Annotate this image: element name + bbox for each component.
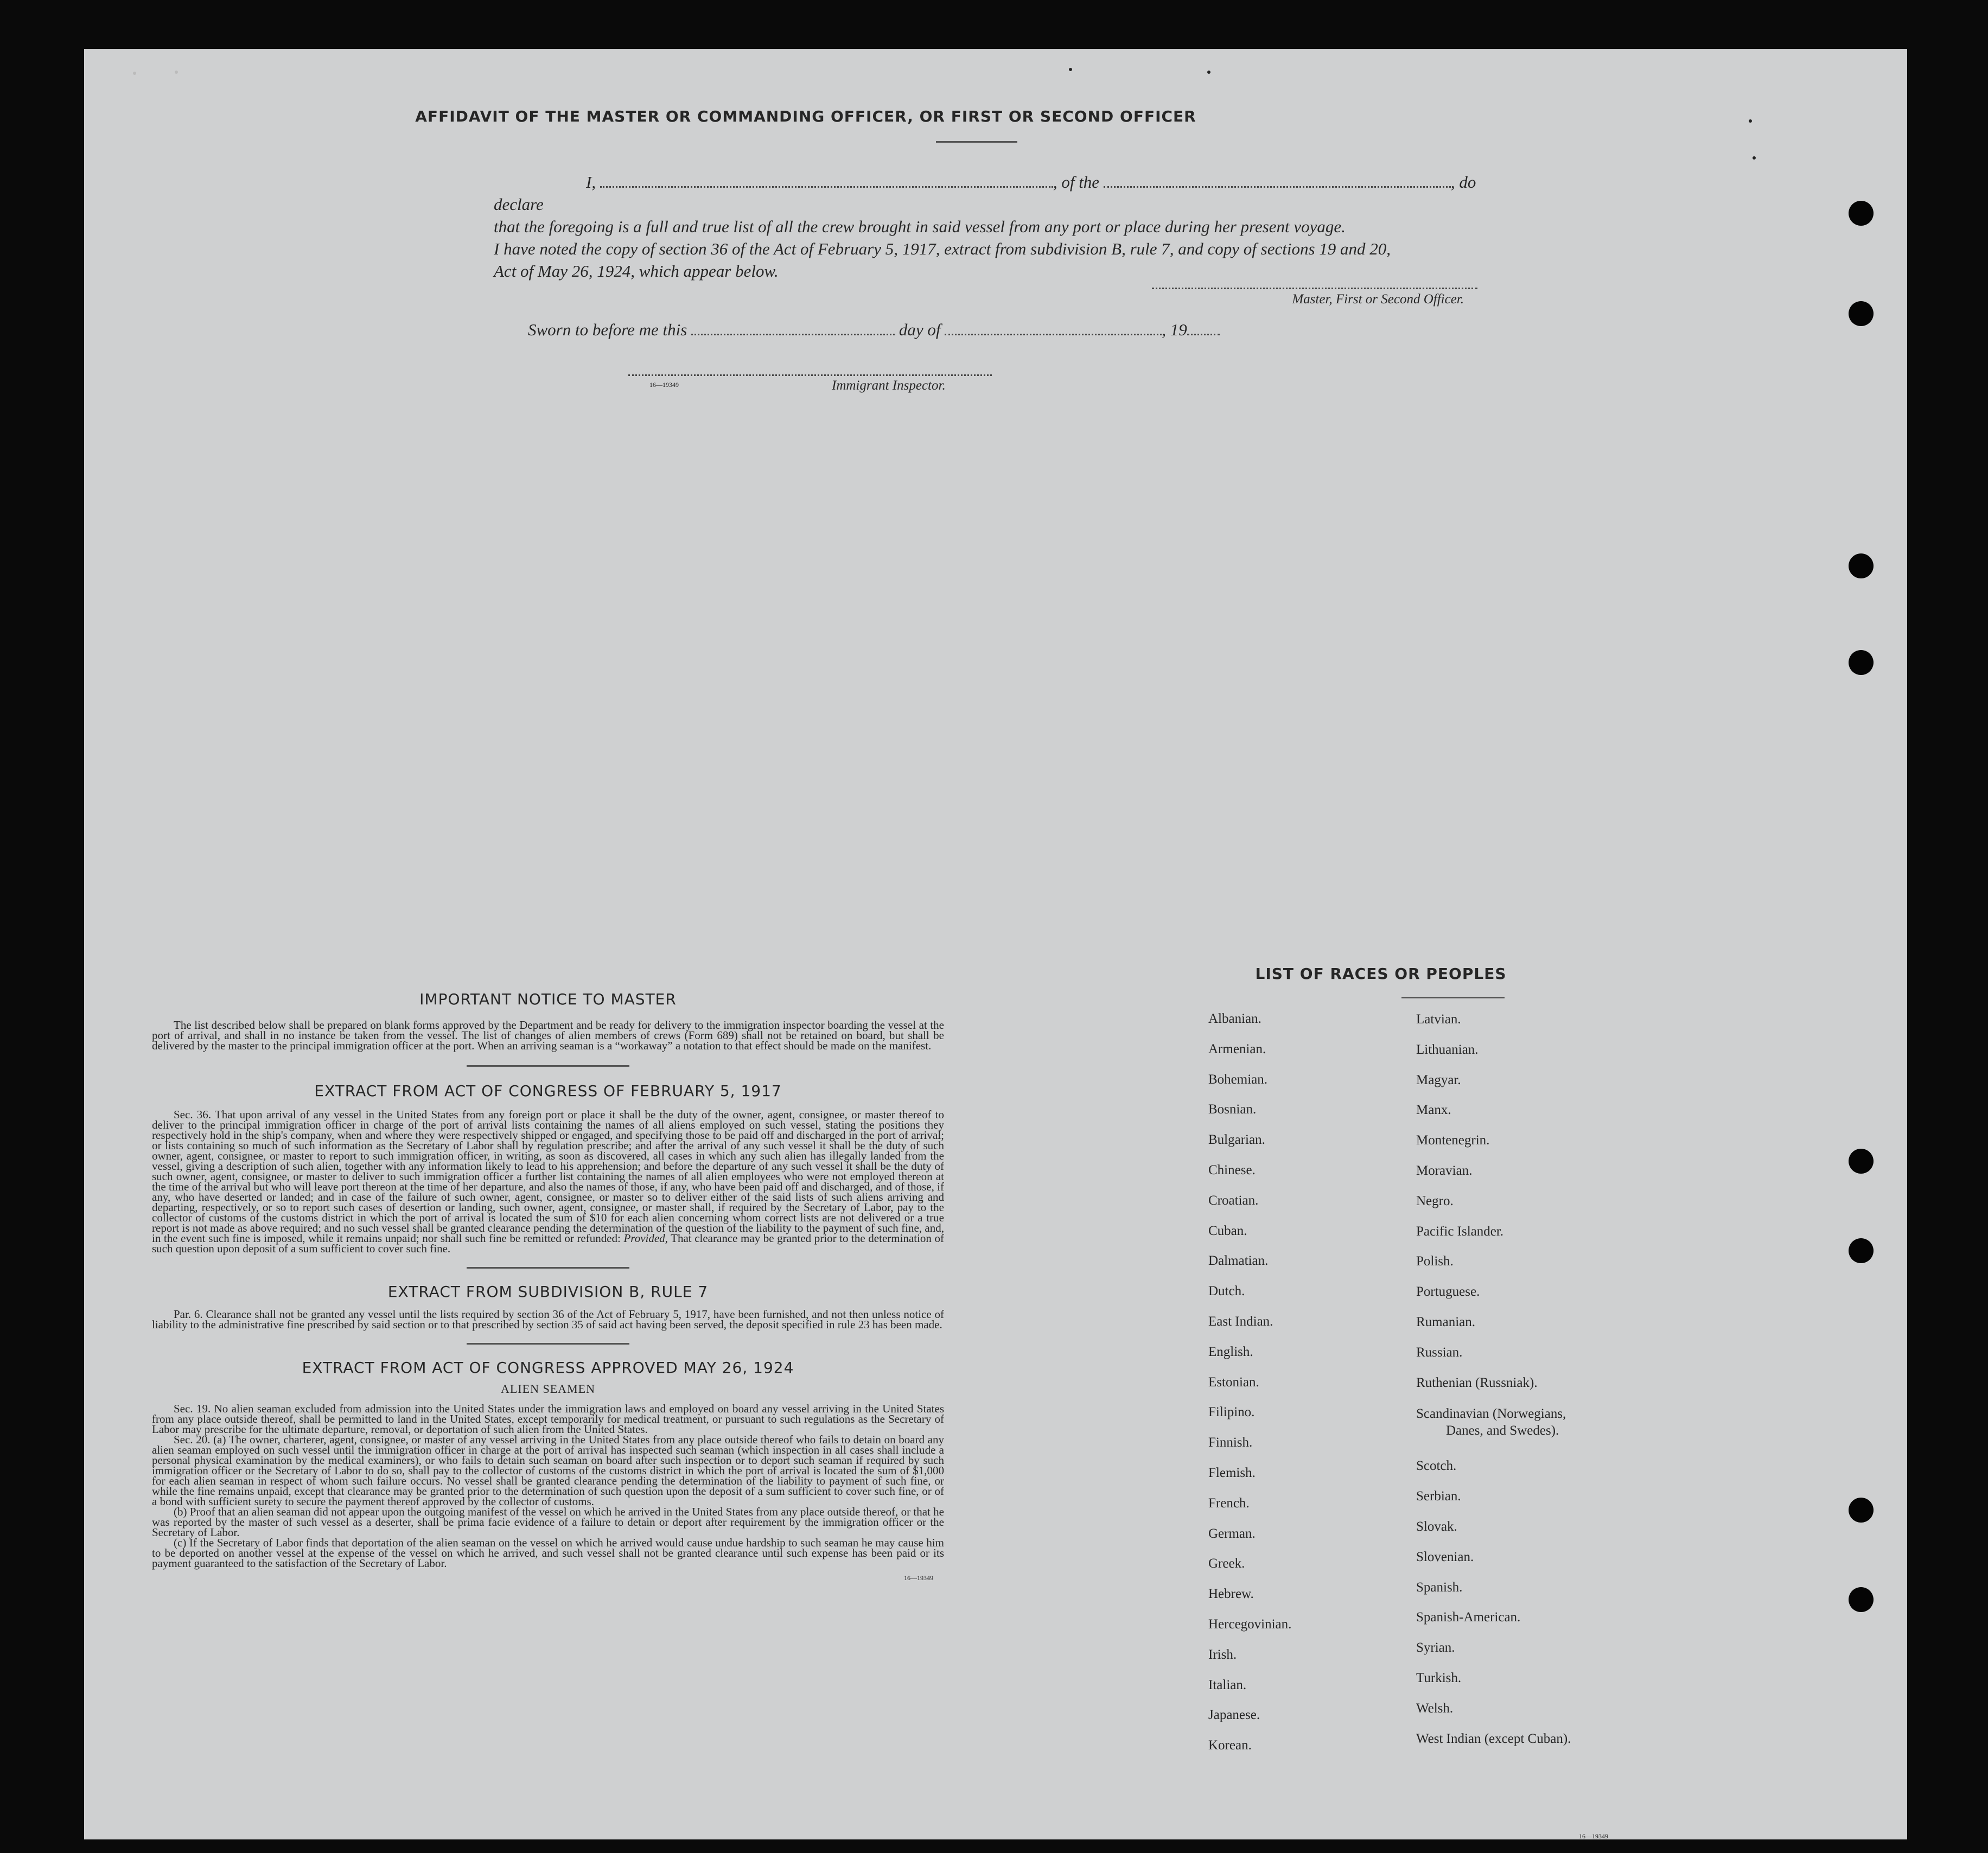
affidavit-line-2: that the foregoing is a full and true list of all the crew brought in said vessel from any port or place during her present voyage. <box>494 217 1346 236</box>
races-title: LIST OF RACES OR PEOPLES <box>1255 965 1507 983</box>
race-item: Magyar. <box>1416 1072 1461 1087</box>
scan-speck <box>1207 71 1210 74</box>
race-item: German. <box>1208 1526 1256 1541</box>
scan-speck <box>1749 119 1752 123</box>
race-item: West Indian (except Cuban). <box>1416 1731 1571 1746</box>
day-of-label: day of <box>899 320 941 339</box>
binder-hole <box>1849 650 1874 675</box>
extract-1924-title: EXTRACT FROM ACT OF CONGRESS APPROVED MAY 26, 1924 <box>302 1359 794 1377</box>
scan-speck <box>133 72 136 75</box>
races-right-top <box>1416 1004 1571 1398</box>
race-item: Albanian. <box>1208 1011 1261 1026</box>
title-divider <box>936 141 1017 143</box>
notices-column <box>152 990 944 1582</box>
affidavit-form-number: 16—19349 <box>649 381 679 389</box>
race-item: Filipino. <box>1208 1405 1255 1420</box>
race-item: Bosnian. <box>1208 1102 1257 1117</box>
extract-1917-title: EXTRACT FROM ACT OF CONGRESS OF FEBRUARY 5, 1917 <box>314 1082 782 1100</box>
race-item: Latvian. <box>1416 1012 1461 1027</box>
race-item: Korean. <box>1208 1738 1252 1753</box>
race-item: Cuban. <box>1208 1223 1247 1238</box>
race-item: Slovenian. <box>1416 1549 1474 1564</box>
race-item: Finnish. <box>1208 1435 1253 1450</box>
divider <box>467 1065 629 1067</box>
race-item: Syrian. <box>1416 1640 1455 1655</box>
race-item: Polish. <box>1416 1254 1454 1269</box>
race-item: Welsh. <box>1416 1701 1454 1716</box>
races-right-bottom <box>1416 1451 1571 1754</box>
race-item: Spanish. <box>1416 1580 1463 1595</box>
scan-speck <box>175 71 178 74</box>
section-20a-body: (a) The owner, charterer, agent, consignee, or master of any vessel arriving in the United States from any place outside thereof who fails to detain on board any alien seaman employed on such vessel until the immigration officer in charge at the port of arrival has inspected such seaman (which inspection in all cases shall include a personal physical examination by the medical examiners), or who fails to detain such seaman on board after such inspection or to deport such seaman if required by such immigration officer or the Secretary of Labor to do so, shall pay to the collector of customs of the customs district in which the port of arrival is located the sum of $1,000 for each alien seaman in respect of whom such failure occurs. No vessel shall be granted clearance pending the determination of the liability to payment of such fine, or while the fine remains unpaid, except that clearance may be granted prior to the determination of such question upon the deposit of a sum sufficient to cover such fine, or of a bond with sufficient surety to secure the payment thereof approved by the collector of customs. <box>152 1433 945 1508</box>
section-20-label: Sec. 20. <box>174 1433 211 1446</box>
race-item: Chinese. <box>1208 1162 1256 1177</box>
vessel-name-field[interactable] <box>1104 186 1451 188</box>
signature-line[interactable] <box>1152 288 1477 289</box>
declarant-name-field[interactable] <box>600 186 1053 188</box>
race-item: Spanish-American. <box>1416 1610 1521 1625</box>
race-item: Bulgarian. <box>1208 1132 1265 1148</box>
race-item: Armenian. <box>1208 1041 1266 1056</box>
race-item: Japanese. <box>1208 1708 1260 1723</box>
notice-text: The list described below shall be prepared on blank forms approved by the Department and be ready for delivery to the immigration inspector boarding the vessel at the port of arrival, and shall in no instance be taken from the vessel. The list of changes of alien members of crews (Form 689) shall not be retained on board, but shall be delivered by the master to the principal immigration officer at the port. When an arriving seaman is a “workaway” a notation to that effect should be made on the manifest. <box>152 1018 944 1052</box>
section-36-text <box>152 1110 944 1254</box>
provided-text: That clearance may be granted prior to the determination of such question upon deposit of a sum sufficient to cover such fine. <box>152 1232 945 1255</box>
binder-hole <box>1849 1498 1874 1523</box>
race-item: Montenegrin. <box>1416 1133 1490 1148</box>
binder-hole <box>1849 1238 1874 1263</box>
rule-7-text: Par. 6. Clearance shall not be granted any vessel until the lists required by section 36 of the Act of February 5, 1917, have been furnished, and not then unless notice of liability to the administrative fine prescribed by said section or to that prescribed by section 35 of said act having been served, the deposit specified in rule 23 has been made. <box>152 1308 944 1331</box>
section-20a-text <box>152 1435 944 1507</box>
section-20b-text: (b) Proof that an alien seaman did not appear upon the outgoing manifest of the vessel on which he arrived in the United States from any place outside thereof, or that he was reported by the master of such vessel as a deserter, shall be prima facie evidence of a failure to detain or deport after requirement by the immigration officer or the Secretary of Labor. <box>152 1505 944 1539</box>
races-divider <box>1401 997 1505 998</box>
section-19-body: No alien seaman excluded from admission into the United States under the immigration laws and employed on board any vessel arriving in the United States from any place outside thereof, shall be permitted to land in the United States, except temporarily for medical treatment, or pursuant to such regulations as the Secretary of Labor may prescribe for the ultimate departure, removal, or deportation of such alien from the United States. <box>152 1402 944 1436</box>
scan-speck <box>1753 156 1756 160</box>
section-20c-text: (c) If the Secretary of Labor finds that deportation of the alien seaman on the vessel on which he arrived would cause undue hardship to such seaman he may cause him to be deported on another vessel at the expense of the vessel on which he arrived, and such vessel shall not be granted clearance until such expense has been paid or its payment guaranteed to the satisfaction of the Secretary of Labor. <box>152 1536 944 1570</box>
section-19-label: Sec. 19. <box>174 1402 211 1415</box>
affidavit-title: AFFIDAVIT OF THE MASTER OR COMMANDING OFFICER, OR FIRST OR SECOND OFFICER <box>415 107 1196 125</box>
race-item: Serbian. <box>1416 1489 1461 1504</box>
notice-title: IMPORTANT NOTICE TO MASTER <box>419 990 677 1008</box>
affidavit-body <box>494 171 1503 282</box>
sworn-day-field[interactable] <box>691 334 895 335</box>
race-item: Croatian. <box>1208 1193 1259 1208</box>
race-item: Italian. <box>1208 1677 1247 1692</box>
race-item: Ruthenian (Russniak). <box>1416 1375 1538 1390</box>
race-item: Scotch. <box>1416 1459 1457 1474</box>
races-left-column <box>1208 1004 1291 1761</box>
of-the-label: , of the <box>1053 173 1100 192</box>
race-item: Turkish. <box>1416 1670 1462 1685</box>
race-item: Estonian. <box>1208 1374 1259 1390</box>
scandinavian-line-1: Scandinavian (Norwegians, <box>1416 1406 1566 1422</box>
sworn-year-field[interactable] <box>1187 334 1220 335</box>
year-label: , 19 <box>1162 320 1187 339</box>
race-item: East Indian. <box>1208 1314 1273 1329</box>
race-item: Dutch. <box>1208 1284 1245 1299</box>
race-item: Irish. <box>1208 1647 1237 1662</box>
do-declare-label: , do declare <box>494 173 1476 214</box>
races-right-column <box>1416 1004 1571 1754</box>
race-item: Russian. <box>1416 1345 1463 1360</box>
section-19-text <box>152 1404 944 1435</box>
race-item: Lithuanian. <box>1416 1042 1479 1057</box>
binder-hole <box>1849 1149 1874 1174</box>
binder-hole <box>1849 301 1874 326</box>
race-item: French. <box>1208 1495 1250 1511</box>
affidavit-line-4: Act of May 26, 1924, which appear below. <box>494 262 779 281</box>
binder-hole <box>1849 1587 1874 1612</box>
extract-form-number: 16—19349 <box>904 1574 933 1582</box>
race-scandinavian <box>1416 1398 1571 1451</box>
race-item: Negro. <box>1416 1193 1454 1208</box>
race-item: Manx. <box>1416 1103 1451 1118</box>
race-item: Rumanian. <box>1416 1314 1476 1329</box>
race-item: Portuguese. <box>1416 1284 1480 1300</box>
alien-seamen-subtitle: ALIEN SEAMEN <box>501 1382 595 1396</box>
signature-label: Master, First or Second Officer. <box>1292 292 1464 307</box>
race-item: Bohemian. <box>1208 1072 1268 1087</box>
sworn-line <box>528 320 1220 340</box>
scandinavian-line-2: Danes, and Swedes). <box>1446 1423 1559 1438</box>
affidavit-line-1 <box>494 171 1503 215</box>
race-item: Hercegovinian. <box>1208 1616 1292 1632</box>
race-item: Pacific Islander. <box>1416 1224 1504 1239</box>
divider <box>467 1343 629 1345</box>
race-item: Dalmatian. <box>1208 1253 1269 1269</box>
affidavit-line-3: I have noted the copy of section 36 of the Act of February 5, 1917, extract from subdivision B, rule 7, and copy of sections 19 and 20, <box>494 239 1391 258</box>
declarant-prefix: I, <box>586 173 596 192</box>
races-form-number: 16—19349 <box>1579 1832 1608 1839</box>
sworn-month-field[interactable] <box>945 334 1162 335</box>
provided-label: Provided, <box>623 1232 668 1245</box>
scan-speck <box>1069 68 1072 71</box>
divider <box>467 1267 629 1269</box>
race-item: Flemish. <box>1208 1465 1256 1480</box>
binder-hole <box>1849 553 1874 578</box>
section-36-label: Sec. 36. <box>174 1108 212 1121</box>
race-item: English. <box>1208 1344 1253 1359</box>
form-sheet <box>84 49 1907 1839</box>
section-36-body: That upon arrival of any vessel in the United States from any foreign port or place it shall be the duty of the owner, agent, consignee, or master thereof to deliver to the principal immigration officer in charge of the port of arrival lists containing the names of all aliens employed on such vessel, stating the positions they respectively hold in the ship's company, when and where they were respectively shipped or engaged, and specifying those to be paid off and discharged in the port of arrival; or lists containing so much of such information as the Secretary of Labor shall by regulation prescribe; and after the arrival of any such vessel it shall be the duty of such owner, agent, consignee, or master to report to such immigration officer, in writing, as soon as discovered, all cases in which any such alien has illegally landed from the vessel, giving a description of such alien, together with any information likely to lead to his apprehension; and before the departure of any such vessel it shall be the duty of such owner, agent, consignee, or master to deliver to such immigration officer a further list containing the names of all alien employees who were not employed thereon at the time of the arrival but who will leave port thereon at the time of her departure, and also the names of those, if any, who have been paid off and discharged, and of those, if any, who have deserted or landed; and in case of the failure of such owner, agent, consignee, or master so to deliver either of the said lists of such aliens arriving and departing, respectively, or so to report such cases of desertion or landing, such owner, agent, consignee, or master shall, if required by the Secretary of Labor, pay to the collector of customs of the customs district in which the port of arrival is located the sum of $10 for each alien concerning whom correct lists are not delivered or a true report is not made as above required; and no such vessel shall be granted clearance pending the determination of the question of the liability to the payment of such fine, and, in the event such fine is imposed, while it remains unpaid; nor shall such fine be remitted or refunded: <box>152 1108 945 1245</box>
race-item: Moravian. <box>1416 1163 1473 1178</box>
binder-hole <box>1849 201 1874 226</box>
sworn-prefix: Sworn to before me this <box>528 320 687 339</box>
race-item: Slovak. <box>1416 1519 1457 1534</box>
race-item: Hebrew. <box>1208 1587 1254 1602</box>
inspector-signature-line[interactable] <box>628 374 992 376</box>
rule-7-title: EXTRACT FROM SUBDIVISION B, RULE 7 <box>387 1283 709 1301</box>
race-item: Greek. <box>1208 1556 1245 1571</box>
inspector-label: Immigrant Inspector. <box>832 378 946 393</box>
